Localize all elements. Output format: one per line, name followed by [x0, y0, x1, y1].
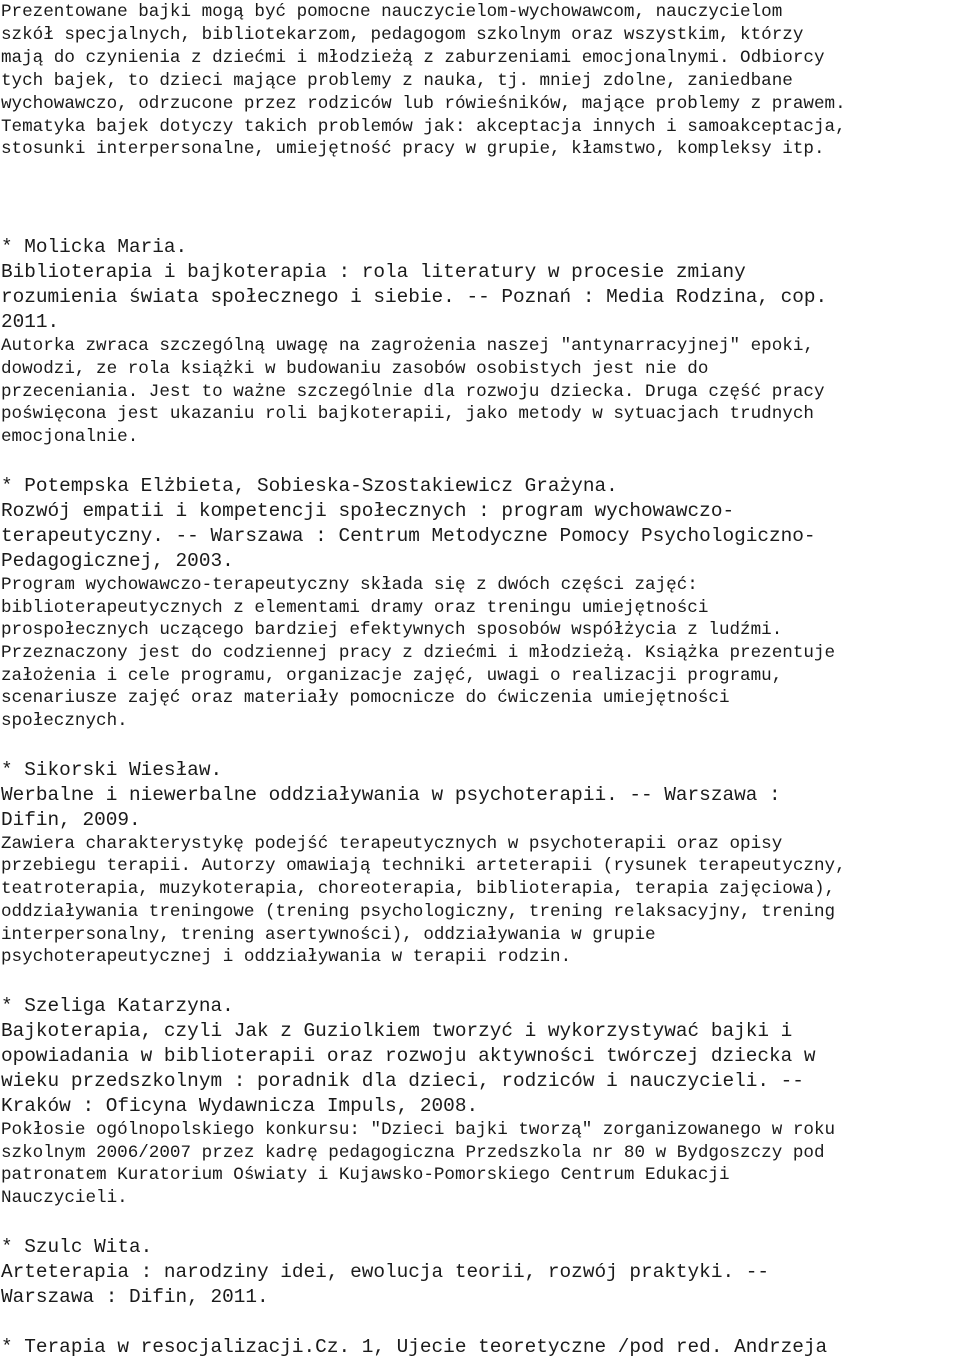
- entry-description: Pokłosie ogólnopolskiego konkursu: "Dzieci bajki tworzą" zorganizowanego w roku szkolnym 2006/2007 przez kadrę pedagogiczna Przedszkola nr 80 w Bydgoszczy pod patronatem Kuratorium Oświaty i Kujawsko-Pomorskiego Centrum Edukacji Nauczycieli.: [1, 1120, 836, 1209]
- bibliography-entry: [1, 235, 960, 449]
- bibliography-entry: [1, 1335, 960, 1360]
- spacer: [1, 969, 960, 994]
- entry-title: Arteterapia : narodziny idei, ewolucja teorii, rozwój praktyki. -- Warszawa : Difin, 2011.: [1, 1260, 769, 1308]
- spacer: [1, 1310, 960, 1335]
- bibliography-entry: [1, 758, 960, 969]
- entry-title: Bajkoterapia, czyli Jak z Guziolkiem tworzyć i wykorzystywać bajki i opowiadania w biblioterapii oraz rozwoju aktywności twórczej dziecka w wieku przedszkolnym : poradnik dla dzieci, rodziców i nauczycieli. -- Kraków : Oficyna Wydawnicza Impuls, 2008.: [1, 1020, 816, 1117]
- intro-paragraph: Prezentowane bajki mogą być pomocne nauczycielom-wychowawcom, nauczycielom szkół specjalnych, bibliotekarzom, pedagogom szkolnym oraz wszystkim, którzy mają do czynienia z dziećmi i młodzieżą z zaburzeniami emocjonalnymi. Odbiorcy tych bajek, to dzieci mające problemy z nauka, tj. mniej zdolne, zaniedbane wychowawczo, odrzucone przez rodziców lub rówieśników, mające problemy z prawem. Tematyka bajek dotyczy takich problemów jak: akceptacja innych i samoakceptacja, stosunki interpersonalne, umiejętność pracy w grupie, kłamstwo, kompleksy itp.: [1, 2, 846, 160]
- bibliography-entry: [1, 1235, 960, 1310]
- spacer: [1, 1210, 960, 1235]
- entry-author: * Szulc Wita.: [1, 1235, 153, 1258]
- entry-author: * Molicka Maria.: [1, 236, 188, 259]
- entry-description: Autorka zwraca szczególną uwagę na zagrożenia naszej "antynarracyjnej" epoki, dowodzi, ze rola książki w budowaniu zasobów osobistych jest nie do przeceniania. Jest to ważne szczególnie dla rozwoju dziecka. Druga część pracy poświęcona jest ukazaniu roli bajkoterapii, jako metody w sytuacjach trudnych emocjonalnie.: [1, 336, 825, 448]
- spacer: [1, 733, 960, 758]
- entry-author: * Szeliga Katarzyna.: [1, 995, 234, 1017]
- bibliography-entry: [1, 994, 960, 1210]
- entry-title: Werbalne i niewerbalne oddziaływania w psychoterapii. -- Warszawa : Difin, 2009.: [1, 783, 781, 831]
- bibliography-entry: [1, 474, 960, 733]
- entry-title: Rozwój empatii i kompetencji społecznych : program wychowawczo- terapeutyczny. -- Warszawa : Centrum Metodyczne Pomocy Psychologiczno- Pedagogicznej, 2003.: [1, 499, 816, 572]
- entry-title: Biblioterapia i bajkoterapia : rola literatury w procesie zmiany rozumienia świata społecznego i siebie. -- Poznań : Media Rodzina, cop. 2011.: [1, 261, 828, 334]
- entry-description: Program wychowawczo-terapeutyczny składa się z dwóch części zajęć: biblioterapeutycznych z elementami dramy oraz treningu umiejętności prospołecznych uczącego bardziej efektywnych sposobów współżycia z ludźmi. Przeznaczony jest do codziennej pracy z dziećmi i młodzieżą. Książka prezentuje założenia i cele programu, organizacje zajęć, uwagi o realizacji programu, scenariusze zajęć oraz materiały pomocnicze do ćwiczenia umiejętności społecznych.: [1, 574, 836, 732]
- spacer: [1, 161, 960, 235]
- entry-description: Zawiera charakterystykę podejść terapeutycznych w psychoterapii oraz opisy przebiegu terapii. Autorzy omawiają techniki arteterapii (rysunek terapeutyczny, teatroterapia, muzykoterapia, choreoterapia, biblioterapia, terapia zajęciowa), oddziaływania treningowe (trening psychologiczny, trening relaksacyjny, trening interpersonalny, trening asertywności), oddziaływania w grupie psychoterapeutycznej i oddziaływania w terapii rodzin.: [1, 833, 846, 968]
- entry-author: * Potempska Elżbieta, Sobieska-Szostakiewicz Grażyna.: [1, 474, 618, 497]
- entry-author: * Terapia w resocjalizacji.Cz. 1, Ujecie teoretyczne /pod red. Andrzeja: [1, 1335, 828, 1358]
- entry-author: * Sikorski Wiesław.: [1, 758, 223, 781]
- spacer: [1, 449, 960, 474]
